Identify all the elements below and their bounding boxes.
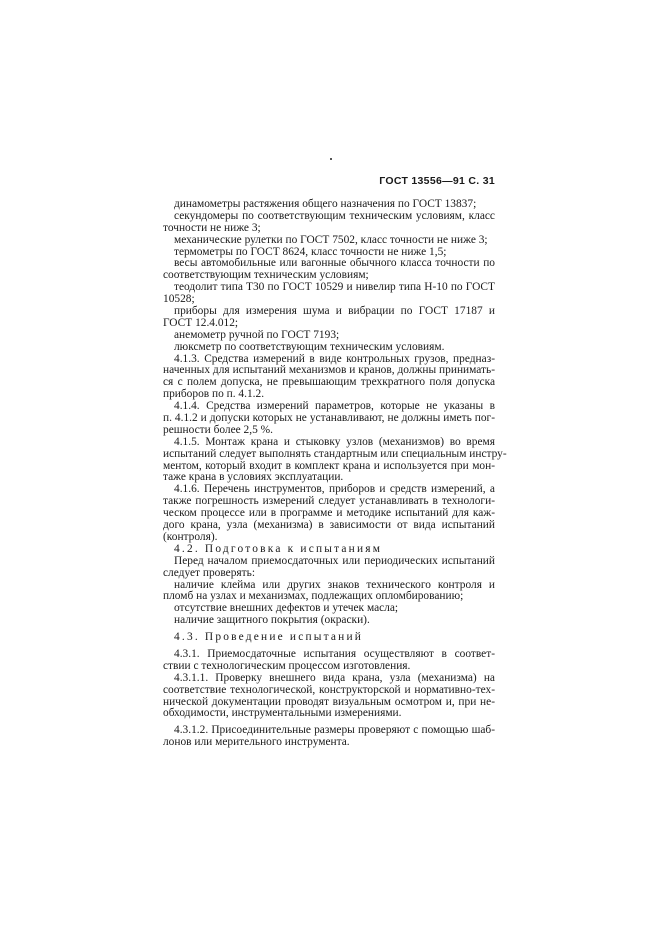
text-line: 4.1.4. Средства измерений параметров, которые не указаны в [174, 400, 495, 413]
text-line: весы автомобильные или вагонные обычного класса точности по [174, 257, 495, 270]
text-line: п. 4.1.2 и допуски которых не устанавливают, не должны иметь пог- [163, 412, 495, 425]
text-line: динамометры растяжения общего назначения по ГОСТ 13837; [174, 198, 477, 210]
text-line: термометры по ГОСТ 8624, класс точности не ниже 1,5; [174, 245, 447, 258]
text-line: 4.3.1.1. Проверку внешнего вида крана, узла (механизма) на [174, 671, 495, 684]
text-line: дого крана, узла (механизма) в зависимости от вида испытаний [163, 519, 495, 532]
text-line: теодолит типа Т30 по ГОСТ 10529 и нивелир типа Н-10 по ГОСТ [174, 281, 495, 294]
section-heading: 4.2. Подготовка к испытаниям [174, 542, 383, 555]
text-line: (контроля). [163, 530, 218, 543]
text-line: приборы для измерения шума и вибрации по ГОСТ 17187 и [174, 305, 495, 318]
scan-speck [330, 158, 332, 160]
text-line: следует проверять: [163, 566, 255, 579]
text-line: приборов по п. 4.1.2. [163, 388, 265, 401]
text-line: испытаний следует выполнять стандартным или специальным инстру- [163, 447, 507, 460]
text-line: наличие защитного покрытия (окраски). [174, 614, 370, 627]
text-line: ГОСТ 12.4.012; [163, 316, 239, 329]
document-body [163, 198, 507, 749]
text-line: отсутствие внешних дефектов и утечек масла; [174, 602, 399, 615]
text-line: 4.1.6. Перечень инструментов, приборов и средств измерений, а [174, 483, 495, 496]
text-line: люксметр по соответствующим техническим условиям. [174, 340, 445, 353]
page-header: ГОСТ 13556—91 С. 31 [379, 175, 495, 187]
text-line: решности более 2,5 %. [163, 423, 273, 436]
text-line: секундомеры по соответствующим техническим условиям, класс [174, 209, 495, 222]
text-line: анемометр ручной по ГОСТ 7193; [174, 328, 340, 341]
text-line: соответствие технологической, конструкторской и нормативно-тех- [163, 683, 495, 696]
text-line: 4.1.5. Монтаж крана и стыковку узлов (механизмов) во время [174, 435, 495, 448]
text-line: таже крана в условиях эксплуатации. [163, 471, 344, 484]
section-heading: 4.3. Проведение испытаний [174, 631, 364, 644]
text-line: точности не ниже 3; [163, 221, 261, 234]
text-line: также погрешность измерений следует устанавливать в технологи- [163, 495, 495, 508]
text-line: 4.3.1. Приемосдаточные испытания осуществляют в соответ- [174, 647, 495, 660]
text-line: Перед началом приемосдаточных или периодических испытаний [174, 554, 495, 567]
text-line: нической документации проводят визуальным осмотром и, при не- [163, 695, 495, 708]
text-line: механические рулетки по ГОСТ 7502, класс точности не ниже 3; [174, 233, 488, 246]
text-line: наченных для испытаний механизмов и кранов, должны принимать- [163, 364, 495, 377]
text-line: пломб на узлах и механизмах, подлежащих опломбированию; [163, 590, 464, 603]
text-line: обходимости, инструментальными измерениями. [163, 707, 402, 720]
text-line: 10528; [163, 293, 195, 306]
text-line: ментом, который входит в комплект крана и используется при мон- [163, 459, 495, 472]
text-line: наличие клейма или других знаков технического контроля и [174, 578, 495, 591]
text-line: 4.3.1.2. Присоединительные размеры проверяют с помощью шаб- [174, 724, 495, 737]
text-line: лонов или мерительного инструмента. [163, 736, 350, 749]
text-line: ствии с технологическим процессом изготовления. [163, 659, 411, 672]
text-line: ческом процессе или в программе и методике испытаний для каж- [163, 507, 495, 520]
text-line: соответствующим техническим условиям; [163, 269, 369, 282]
text-line: 4.1.3. Средства измерений в виде контрольных грузов, предназ- [174, 352, 495, 365]
text-line: ся с полем допуска, не превышающим трехкратного поля допуска [163, 376, 495, 389]
